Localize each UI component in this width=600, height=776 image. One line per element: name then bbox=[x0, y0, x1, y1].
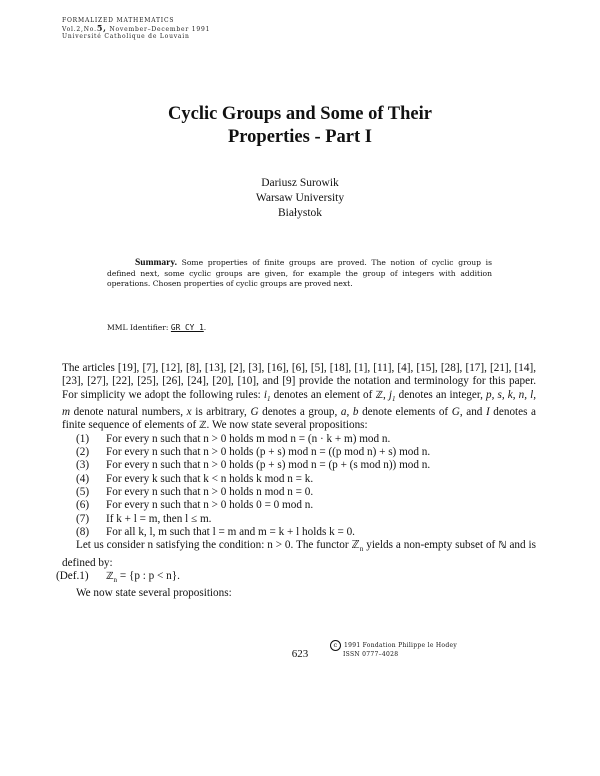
definition-row bbox=[56, 569, 536, 585]
proposition: (2) For every n such that n > 0 holds (p + s) mod n = ((p mod n) + s) mod n. bbox=[76, 446, 431, 459]
author-block bbox=[0, 176, 600, 221]
author-city: Białystok bbox=[277, 207, 323, 219]
body-text bbox=[56, 362, 537, 601]
journal-volume: Vol.2,No.5, November–December 1991 bbox=[62, 22, 211, 33]
definition-formula: ℤ$_n$ = {p : p < n}. bbox=[106, 569, 180, 585]
proposition: (7) If k + l = m, then l ≤ m. bbox=[76, 512, 212, 525]
summary-text: Some properties of finite groups are proved. The notion of cyclic group is defined next, some cyclic groups are given, for example the group of integers with addition operations. Chosen properties of cyclic groups are proved next. bbox=[107, 258, 493, 289]
proposition: (8) For all k, l, m such that l = m and m = k + l holds k = 0. bbox=[76, 525, 355, 538]
copyright-notice: c 1991 Fondation Philippe le Hodey ISSN 0777–4028 bbox=[330, 640, 457, 659]
paper-title bbox=[0, 103, 600, 149]
author-name: Dariusz Surowik bbox=[261, 177, 339, 189]
author-affiliation: Warsaw University bbox=[255, 192, 345, 204]
definition-label: (Def.1) bbox=[56, 569, 89, 582]
summary-lead: Summary. bbox=[135, 258, 177, 268]
intro-paragraph: The articles [19], [7], [12], [8], [13], [2], [3], [16], [6], [5], [18], [1], [11], [4], [15], [28], [17], [21], [14], [23], [27], [22], [25], [26], [24], [20], [10], and [9] provide the notation and terminology for this paper. For simplicity we adopt the following rules: $i_1$ denotes an element of ℤ, $j_1$ denotes an integer, p, s, k, n, l, m denote natural numbers, x is arbitrary, G denotes a group, a, b denote elements of G, and I denotes a finite sequence of elements of ℤ. We now state several propositions: bbox=[62, 362, 537, 432]
journal-name: FORMALIZED MATHEMATICS bbox=[62, 17, 175, 24]
mml-identifier: MML Identifier: GR_CY_1. bbox=[107, 323, 207, 332]
summary-block bbox=[107, 258, 492, 290]
proposition: (1) For every n such that n > 0 holds m mod n = (n · k + m) mod n. bbox=[76, 432, 391, 445]
journal-header bbox=[62, 17, 210, 41]
mml-identifier-link[interactable]: GR_CY_1 bbox=[170, 323, 204, 332]
proposition: (4) For every k such that k < n holds k mod n = k. bbox=[76, 472, 314, 485]
title-line-1: Cyclic Groups and Some of Their bbox=[168, 104, 432, 124]
copyright-icon: c bbox=[330, 640, 341, 651]
proposition: (3) For every n such that n > 0 holds (p + s) mod n = (p + (s mod n)) mod n. bbox=[76, 459, 431, 472]
title-line-2: Properties - Part I bbox=[227, 127, 372, 147]
functor-paragraph: Let us consider n satisfying the condition: n > 0. The functor ℤ$_n$ yields a non-empty subset of ℕ and is defined by: bbox=[62, 539, 536, 569]
page-number: 623 bbox=[291, 648, 309, 660]
journal-publisher: Université Catholique de Louvain bbox=[62, 33, 190, 40]
proposition: (6) For every n such that n > 0 holds 0 = 0 mod n. bbox=[76, 499, 314, 512]
closing-paragraph: We now state several propositions: bbox=[76, 587, 232, 600]
proposition: (5) For every n such that n > 0 holds n mod n = 0. bbox=[76, 485, 314, 498]
